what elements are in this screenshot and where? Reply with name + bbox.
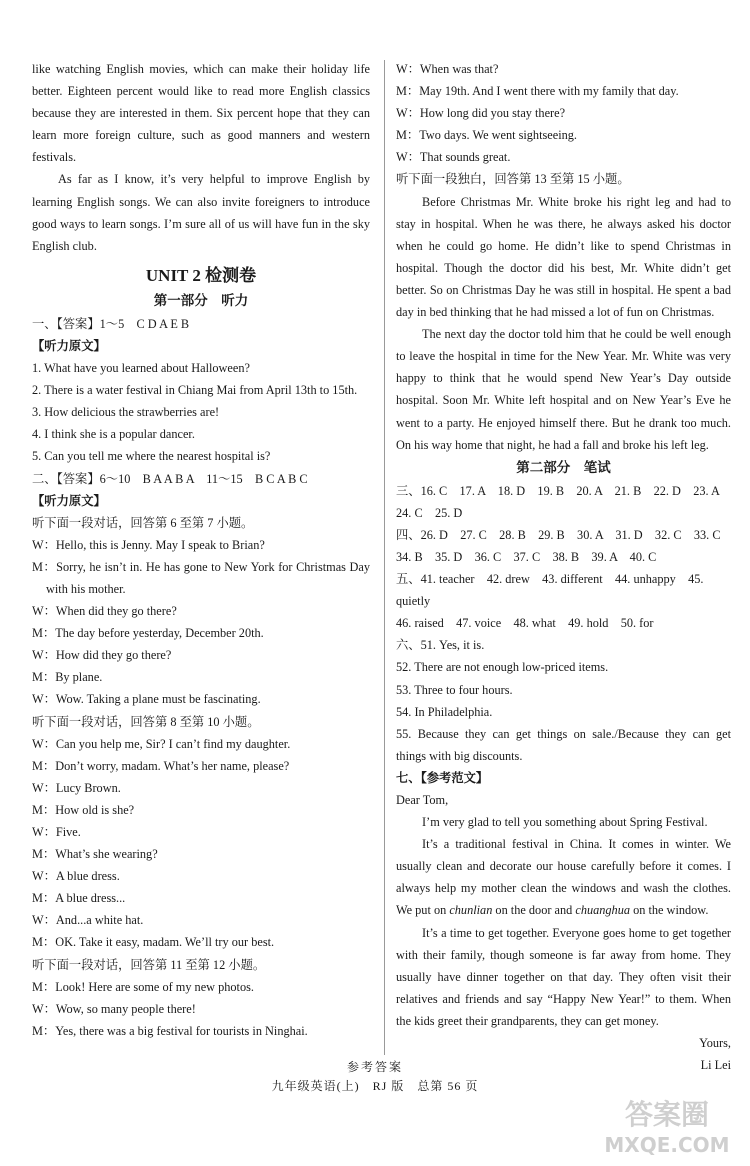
answer-line: 四、26. D 27. C 28. B 29. B 30. A 31. D 32. C 33. C [396,527,721,542]
essay-italic-term: chunlian [449,903,493,918]
essay-greeting: Dear Tom, [396,793,449,807]
dialogue-line: M：May 19th. And I went there with my family that day. [396,84,679,99]
essay-paragraph-3: It’s a time to get together. Everyone goes home to get together with their family, though someone is far away from home. They usually have dinner together on that day. They often visit their relatives and friends and say “Happy New Year!” to them. When the kids greet their grandparents, they can get money. [396,925,731,1028]
dialogue-line: M：A blue dress... [32,891,126,906]
dialogue-line: W：And...a white hat. [32,913,144,928]
dialogue-line: M：How old is she? [32,802,135,817]
left-column [32,58,370,1042]
dialogue-line: M：Sorry, he isn’t in. He has gone to New York for Christmas Day with his mother. [32,559,370,596]
answer-line: 53. Three to four hours. [396,682,513,697]
answer-55: 55. Because they can get things on sale./Because they can get things with big discounts. [396,726,731,763]
dialogue-line: W：How did they go there? [32,648,172,663]
essay-text: on the door and [492,903,576,918]
dialogue-line: 听下面一段对话，回答第 6 至第 7 小题。 [32,515,254,530]
dialogue-line: 听下面一段对话，回答第 8 至第 10 小题。 [32,714,260,729]
essay-text: on the window. [630,903,709,918]
answer-line: 24. C 25. D [396,505,463,520]
dialogue-line: M：Don’t worry, madam. What’s her name, please? [32,758,290,773]
dialogue-line: W：Can you help me, Sir? I can’t find my daughter. [32,736,291,751]
dialogue-line: W：When was that? [396,62,499,76]
dialogue-line: W：How long did you stay there? [396,106,566,121]
section2-answer: 二、【答案】6～10 B A A B A 11～15 B C A B C [32,471,308,486]
dialogue-line: W：Wow, so many people there! [32,1001,196,1016]
dialogue-line: M：Yes, there was a big festival for tourists in Ninghai. [32,1023,308,1038]
part2-title: 第二部分 笔试 [516,459,611,475]
dialogue-line: M：Two days. We went sightseeing. [396,128,577,143]
footer-title: 参考答案 [346,1060,403,1074]
essay-text: It’s a traditional festival in China. It comes in winter. We usually clean and decorate our house carefully before it comes. I always help my mother clean the windows and wash the clothes. We put on [396,837,731,918]
monologue-paragraph-1: Before Christmas Mr. White broke his right leg and had to stay in hospital. When he was there, he always asked his doctor when he could go home. He didn’t like to spend Christmas in hospital. Though the doctor did his best, Mr. White didn’t get better. So on Christmas Day he was still in hospital. He spent a bad day in bed thinking that he had missed a lot of fun on Christmas. [396,194,731,320]
section2-heading: 【听力原文】 [32,493,106,508]
answer-line: 54. In Philadelphia. [396,704,493,719]
answer-line: 六、51. Yes, it is. [396,638,485,653]
s1-item: 4. I think she is a popular dancer. [32,427,195,442]
dialogue-line: W：That sounds great. [396,150,511,165]
part1-title: 第一部分 听力 [153,292,249,308]
watermark-text: 答案圈 [624,1098,710,1131]
dialogue-line: W：Five. [32,825,81,839]
answer-line: 52. There are not enough low-priced items. [396,660,609,675]
dialogue-line: M：OK. Take it easy, madam. We’ll try our best. [32,935,275,950]
answer-line: 五、41. teacher 42. drew 43. different 44. unhappy 45. quietly [396,572,704,609]
s1-item: 3. How delicious the strawberries are! [32,405,220,420]
s1-item: 5. Can you tell me where the nearest hospital is? [32,449,271,464]
dialogue-line: W：When did they go there? [32,604,177,619]
column-divider [384,60,385,1055]
intro-paragraph-2: As far as I know, it’s very helpful to improve English by learning English songs. We can also invite foreigners to introduce good ways to learn songs. I’m sure all of us will have fun in the sky English club. [32,172,370,253]
essay-signature: Li Lei [700,1058,731,1073]
dialogue-line: M：By plane. [32,670,103,685]
answer-line: 三、16. C 17. A 18. D 19. B 20. A 21. B 22. D 23. A [396,483,720,498]
dialogue-line: M：Look! Here are some of my new photos. [32,979,254,994]
answer-line: 34. B 35. D 36. C 37. C 38. B 39. A 40. C [396,549,657,564]
intro-paragraph-1: like watching English movies, which can make their holiday life better. Eighteen percent would like to read more English classics because they are interested in them. Six percent hope that they can learn more foreign culture, such as good manners and western festivals. [32,62,370,165]
dialogue-line: W：Wow. Taking a plane must be fascinating. [32,692,261,707]
s1-item: 2. There is a water festival in Chiang Mai from April 13th to 15th. [32,383,358,398]
dialogue-line: M：What’s she wearing? [32,847,158,862]
dialogue-line: W：A blue dress. [32,869,120,884]
s1-item: 1. What have you learned about Halloween? [32,361,250,376]
essay-italic-term: chuanghua [575,903,631,918]
monologue-paragraph-2: The next day the doctor told him that he could be well enough to leave the hospital in time for the New Year. Mr. White was very happy to think that he would spend New Year’s Day outside hospital. Soon Mr. White left hospital and on New Year’s Eve he went to a party. He enjoyed himself there. But he drank too much. On his way home that night, he had a fall and broke his left leg. [396,327,731,452]
dialogue-line: 听下面一段独白，回答第 13 至第 15 小题。 [396,172,630,187]
essay-paragraph-2 [396,833,731,921]
essay-closing: Yours, [699,1036,731,1051]
unit-title: UNIT 2 检测卷 [145,265,257,285]
section1-answer: 一、【答案】1～5 C D A E B [32,316,190,331]
watermark-logo [592,1090,742,1160]
dialogue-line: M：The day before yesterday, December 20th. [32,626,264,641]
dialogue-line: W：Lucy Brown. [32,780,121,795]
footer-page-info: 九年级英语(上) RJ 版 总第 56 页 [271,1079,479,1093]
dialogue-line: W：Hello, this is Jenny. May I speak to Brian? [32,537,265,552]
section7-heading: 七、【参考范文】 [396,770,489,785]
dialogue-line: 听下面一段对话，回答第 11 至第 12 小题。 [32,957,266,972]
watermark-url: MXQE.COM [604,1133,730,1157]
right-column [396,58,731,1076]
essay-paragraph-1: I’m very glad to tell you something about Spring Festival. [422,815,708,830]
answer-line: 46. raised 47. voice 48. what 49. hold 50. for [396,616,654,631]
section1-heading: 【听力原文】 [32,338,106,353]
